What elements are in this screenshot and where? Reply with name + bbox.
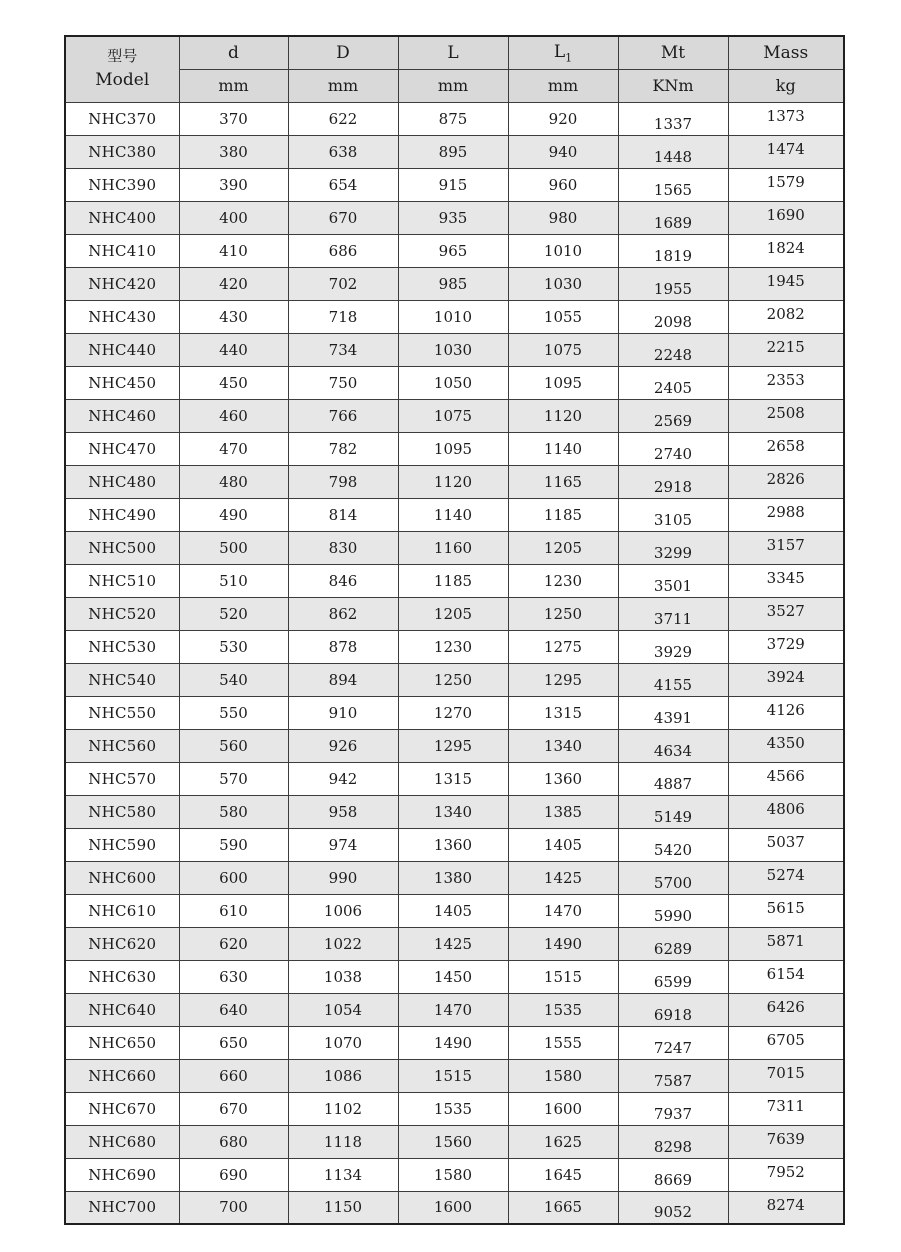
- model-cell: NHC380: [65, 135, 179, 168]
- unit-D: mm: [288, 69, 398, 102]
- d-cell: 670: [179, 1092, 288, 1125]
- model-cell: NHC440: [65, 333, 179, 366]
- d-cell: 500: [179, 531, 288, 564]
- mass-cell: 4126: [728, 696, 844, 729]
- mass-cell: 2826: [728, 465, 844, 498]
- table-header: [65, 36, 844, 102]
- table-row: [65, 498, 844, 531]
- col-header-Mt: Mt: [618, 36, 728, 69]
- table-row: [65, 168, 844, 201]
- D-cell: 766: [288, 399, 398, 432]
- D-cell: 1134: [288, 1158, 398, 1191]
- mt-cell: 7247: [618, 1026, 728, 1059]
- L-cell: 1185: [398, 564, 508, 597]
- L-cell: 1405: [398, 894, 508, 927]
- D-cell: 1150: [288, 1191, 398, 1224]
- d-cell: 600: [179, 861, 288, 894]
- d-cell: 370: [179, 102, 288, 135]
- L-cell: 895: [398, 135, 508, 168]
- mass-cell: 8274: [728, 1191, 844, 1224]
- model-cell: NHC500: [65, 531, 179, 564]
- D-cell: 670: [288, 201, 398, 234]
- D-cell: 974: [288, 828, 398, 861]
- L-cell: 915: [398, 168, 508, 201]
- mt-cell: 9052: [618, 1191, 728, 1224]
- D-cell: 622: [288, 102, 398, 135]
- mt-cell: 3105: [618, 498, 728, 531]
- L-cell: 1270: [398, 696, 508, 729]
- mass-cell: 3157: [728, 531, 844, 564]
- D-cell: 1006: [288, 894, 398, 927]
- d-cell: 410: [179, 234, 288, 267]
- mass-cell: 5037: [728, 828, 844, 861]
- mt-cell: 2098: [618, 300, 728, 333]
- d-cell: 560: [179, 729, 288, 762]
- L-cell: 1580: [398, 1158, 508, 1191]
- d-cell: 690: [179, 1158, 288, 1191]
- model-cell: NHC430: [65, 300, 179, 333]
- model-cell: NHC610: [65, 894, 179, 927]
- model-cell: NHC630: [65, 960, 179, 993]
- d-cell: 650: [179, 1026, 288, 1059]
- mt-cell: 4391: [618, 696, 728, 729]
- mass-cell: 2658: [728, 432, 844, 465]
- col-header-L1: $L_1$: [508, 36, 618, 69]
- table-row: [65, 564, 844, 597]
- table-body: [65, 102, 844, 1224]
- table-row: [65, 762, 844, 795]
- mass-cell: 2353: [728, 366, 844, 399]
- L-cell: 1140: [398, 498, 508, 531]
- model-cell: NHC660: [65, 1059, 179, 1092]
- mt-cell: 2569: [618, 399, 728, 432]
- mt-cell: 6289: [618, 927, 728, 960]
- d-cell: 580: [179, 795, 288, 828]
- mt-cell: 4887: [618, 762, 728, 795]
- table-row: [65, 696, 844, 729]
- mass-cell: 5615: [728, 894, 844, 927]
- L1-subscript: 1: [565, 50, 573, 64]
- mass-cell: 3345: [728, 564, 844, 597]
- D-cell: 798: [288, 465, 398, 498]
- L1-cell: 960: [508, 168, 618, 201]
- L1-cell: 1140: [508, 432, 618, 465]
- model-cell: NHC530: [65, 630, 179, 663]
- d-cell: 440: [179, 333, 288, 366]
- d-cell: 620: [179, 927, 288, 960]
- table-row: [65, 630, 844, 663]
- mass-cell: 6426: [728, 993, 844, 1026]
- L1-cell: 1030: [508, 267, 618, 300]
- mt-cell: 1565: [618, 168, 728, 201]
- table-row: [65, 366, 844, 399]
- mass-cell: 1945: [728, 267, 844, 300]
- d-cell: 380: [179, 135, 288, 168]
- mass-cell: 3729: [728, 630, 844, 663]
- L1-cell: 980: [508, 201, 618, 234]
- model-cell: NHC590: [65, 828, 179, 861]
- D-cell: 878: [288, 630, 398, 663]
- d-cell: 530: [179, 630, 288, 663]
- table-row: [65, 828, 844, 861]
- D-cell: 942: [288, 762, 398, 795]
- unit-L: mm: [398, 69, 508, 102]
- D-cell: 910: [288, 696, 398, 729]
- L1-cell: 1185: [508, 498, 618, 531]
- unit-Mt: KNm: [618, 69, 728, 102]
- L1-cell: 1075: [508, 333, 618, 366]
- L1-cell: 1425: [508, 861, 618, 894]
- d-cell: 510: [179, 564, 288, 597]
- L-cell: 1250: [398, 663, 508, 696]
- spec-table: [64, 35, 845, 1225]
- d-cell: 390: [179, 168, 288, 201]
- D-cell: 958: [288, 795, 398, 828]
- header-row-units: [65, 69, 844, 102]
- d-cell: 460: [179, 399, 288, 432]
- table-row: [65, 333, 844, 366]
- mt-cell: 2918: [618, 465, 728, 498]
- model-cell: NHC400: [65, 201, 179, 234]
- D-cell: 718: [288, 300, 398, 333]
- table-row: [65, 960, 844, 993]
- mass-cell: 1579: [728, 168, 844, 201]
- d-cell: 590: [179, 828, 288, 861]
- L1-cell: 1360: [508, 762, 618, 795]
- mass-cell: 7311: [728, 1092, 844, 1125]
- model-header-en: Model: [95, 69, 150, 90]
- D-cell: 750: [288, 366, 398, 399]
- d-cell: 470: [179, 432, 288, 465]
- mass-cell: 2082: [728, 300, 844, 333]
- d-cell: 700: [179, 1191, 288, 1224]
- d-cell: 640: [179, 993, 288, 1026]
- table-row: [65, 465, 844, 498]
- unit-Mass: kg: [728, 69, 844, 102]
- L-cell: 1315: [398, 762, 508, 795]
- D-cell: 1038: [288, 960, 398, 993]
- D-cell: 1070: [288, 1026, 398, 1059]
- mass-cell: 2988: [728, 498, 844, 531]
- table-row: [65, 1026, 844, 1059]
- L-cell: 1515: [398, 1059, 508, 1092]
- L1-cell: 1340: [508, 729, 618, 762]
- D-cell: 862: [288, 597, 398, 630]
- mass-cell: 6705: [728, 1026, 844, 1059]
- mt-cell: 5420: [618, 828, 728, 861]
- mt-cell: 2405: [618, 366, 728, 399]
- table-row: [65, 1092, 844, 1125]
- mass-cell: 3527: [728, 597, 844, 630]
- L-cell: 1470: [398, 993, 508, 1026]
- L1-cell: 1205: [508, 531, 618, 564]
- mt-cell: 3929: [618, 630, 728, 663]
- model-cell: NHC670: [65, 1092, 179, 1125]
- model-cell: NHC580: [65, 795, 179, 828]
- mass-cell: 1690: [728, 201, 844, 234]
- d-cell: 660: [179, 1059, 288, 1092]
- mass-cell: 1824: [728, 234, 844, 267]
- L1-cell: 1385: [508, 795, 618, 828]
- L1-cell: 1470: [508, 894, 618, 927]
- table-row: [65, 531, 844, 564]
- mass-cell: 2508: [728, 399, 844, 432]
- d-cell: 680: [179, 1125, 288, 1158]
- d-cell: 550: [179, 696, 288, 729]
- table-row: [65, 795, 844, 828]
- table-row: [65, 894, 844, 927]
- mass-cell: 5274: [728, 861, 844, 894]
- mt-cell: 5149: [618, 795, 728, 828]
- table-row: [65, 663, 844, 696]
- mt-cell: 2740: [618, 432, 728, 465]
- model-cell: NHC680: [65, 1125, 179, 1158]
- L-cell: 1425: [398, 927, 508, 960]
- L1-cell: 940: [508, 135, 618, 168]
- D-cell: 638: [288, 135, 398, 168]
- d-cell: 540: [179, 663, 288, 696]
- D-cell: 894: [288, 663, 398, 696]
- model-cell: NHC370: [65, 102, 179, 135]
- mt-cell: 4634: [618, 729, 728, 762]
- L-cell: 1490: [398, 1026, 508, 1059]
- L-cell: 1205: [398, 597, 508, 630]
- mass-cell: 2215: [728, 333, 844, 366]
- L1-cell: 1535: [508, 993, 618, 1026]
- D-cell: 814: [288, 498, 398, 531]
- L1-cell: 1625: [508, 1125, 618, 1158]
- mass-cell: 7015: [728, 1059, 844, 1092]
- model-cell: NHC600: [65, 861, 179, 894]
- d-cell: 450: [179, 366, 288, 399]
- L-cell: 1340: [398, 795, 508, 828]
- model-cell: NHC420: [65, 267, 179, 300]
- model-cell: NHC490: [65, 498, 179, 531]
- L-cell: 1010: [398, 300, 508, 333]
- mass-cell: 1474: [728, 135, 844, 168]
- table-row: [65, 300, 844, 333]
- mass-cell: 4806: [728, 795, 844, 828]
- table-row: [65, 432, 844, 465]
- D-cell: 926: [288, 729, 398, 762]
- L1-cell: 1295: [508, 663, 618, 696]
- d-cell: 520: [179, 597, 288, 630]
- d-cell: 490: [179, 498, 288, 531]
- L1-cell: 1665: [508, 1191, 618, 1224]
- L-cell: 875: [398, 102, 508, 135]
- D-cell: 846: [288, 564, 398, 597]
- model-cell: NHC560: [65, 729, 179, 762]
- model-cell: NHC390: [65, 168, 179, 201]
- L-cell: 1380: [398, 861, 508, 894]
- d-cell: 400: [179, 201, 288, 234]
- D-cell: 702: [288, 267, 398, 300]
- L1-cell: 1250: [508, 597, 618, 630]
- model-cell: NHC690: [65, 1158, 179, 1191]
- L-cell: 1450: [398, 960, 508, 993]
- model-cell: NHC570: [65, 762, 179, 795]
- L-cell: 1160: [398, 531, 508, 564]
- D-cell: 1086: [288, 1059, 398, 1092]
- L-cell: 1050: [398, 366, 508, 399]
- table-row: [65, 201, 844, 234]
- d-cell: 420: [179, 267, 288, 300]
- D-cell: 1054: [288, 993, 398, 1026]
- d-cell: 630: [179, 960, 288, 993]
- mass-cell: 4350: [728, 729, 844, 762]
- mass-cell: 5871: [728, 927, 844, 960]
- d-cell: 480: [179, 465, 288, 498]
- L-cell: 1095: [398, 432, 508, 465]
- L-cell: 1535: [398, 1092, 508, 1125]
- D-cell: 990: [288, 861, 398, 894]
- L1-cell: 1555: [508, 1026, 618, 1059]
- L1-cell: 1275: [508, 630, 618, 663]
- model-cell: NHC550: [65, 696, 179, 729]
- L-cell: 935: [398, 201, 508, 234]
- mass-cell: 7952: [728, 1158, 844, 1191]
- d-cell: 570: [179, 762, 288, 795]
- model-cell: NHC450: [65, 366, 179, 399]
- table-row: [65, 1158, 844, 1191]
- model-cell: NHC640: [65, 993, 179, 1026]
- col-header-d: d: [179, 36, 288, 69]
- L1-cell: 1165: [508, 465, 618, 498]
- unit-d: mm: [179, 69, 288, 102]
- L1-cell: 1515: [508, 960, 618, 993]
- L1-cell: 1055: [508, 300, 618, 333]
- model-cell: NHC480: [65, 465, 179, 498]
- col-header-D: D: [288, 36, 398, 69]
- mt-cell: 3501: [618, 564, 728, 597]
- D-cell: 1118: [288, 1125, 398, 1158]
- unit-L1: mm: [508, 69, 618, 102]
- table-row: [65, 993, 844, 1026]
- D-cell: 734: [288, 333, 398, 366]
- D-cell: 1102: [288, 1092, 398, 1125]
- mt-cell: 7937: [618, 1092, 728, 1125]
- table-row: [65, 1125, 844, 1158]
- table-row: [65, 729, 844, 762]
- D-cell: 654: [288, 168, 398, 201]
- L1-cell: 1230: [508, 564, 618, 597]
- table-row: [65, 927, 844, 960]
- model-cell: NHC520: [65, 597, 179, 630]
- L-cell: 1360: [398, 828, 508, 861]
- table-row: [65, 861, 844, 894]
- L1-cell: 1645: [508, 1158, 618, 1191]
- mt-cell: 1689: [618, 201, 728, 234]
- model-header-cell: [65, 36, 179, 102]
- table-row: [65, 135, 844, 168]
- model-cell: NHC620: [65, 927, 179, 960]
- L-cell: 1560: [398, 1125, 508, 1158]
- mass-cell: 3924: [728, 663, 844, 696]
- table-row: [65, 1059, 844, 1092]
- col-header-L: L: [398, 36, 508, 69]
- L1-cell: 1315: [508, 696, 618, 729]
- mt-cell: 1819: [618, 234, 728, 267]
- table-row: [65, 267, 844, 300]
- mt-cell: 6918: [618, 993, 728, 1026]
- L-cell: 1075: [398, 399, 508, 432]
- model-cell: NHC700: [65, 1191, 179, 1224]
- header-row-labels: [65, 36, 844, 69]
- model-cell: NHC650: [65, 1026, 179, 1059]
- mt-cell: 1448: [618, 135, 728, 168]
- mt-cell: 8298: [618, 1125, 728, 1158]
- mt-cell: 5700: [618, 861, 728, 894]
- D-cell: 830: [288, 531, 398, 564]
- table-row: [65, 234, 844, 267]
- L1-cell: 1405: [508, 828, 618, 861]
- L-cell: 1120: [398, 465, 508, 498]
- mt-cell: 8669: [618, 1158, 728, 1191]
- table-row: [65, 597, 844, 630]
- model-cell: NHC510: [65, 564, 179, 597]
- mt-cell: 1955: [618, 267, 728, 300]
- L-cell: 1030: [398, 333, 508, 366]
- d-cell: 610: [179, 894, 288, 927]
- L1-cell: 1010: [508, 234, 618, 267]
- model-cell: NHC410: [65, 234, 179, 267]
- mt-cell: 1337: [618, 102, 728, 135]
- L1-cell: 1490: [508, 927, 618, 960]
- model-header-cn: 型号: [107, 47, 138, 66]
- L-cell: 1295: [398, 729, 508, 762]
- table-row: [65, 399, 844, 432]
- L1-cell: 1580: [508, 1059, 618, 1092]
- mt-cell: 5990: [618, 894, 728, 927]
- L1-cell: 1095: [508, 366, 618, 399]
- mt-cell: 3711: [618, 597, 728, 630]
- table-row: [65, 1191, 844, 1224]
- mt-cell: 6599: [618, 960, 728, 993]
- mass-cell: 6154: [728, 960, 844, 993]
- col-header-Mass: Mass: [728, 36, 844, 69]
- L-cell: 965: [398, 234, 508, 267]
- mt-cell: 2248: [618, 333, 728, 366]
- D-cell: 782: [288, 432, 398, 465]
- model-cell: NHC540: [65, 663, 179, 696]
- mass-cell: 7639: [728, 1125, 844, 1158]
- table-row: [65, 102, 844, 135]
- L-cell: 1230: [398, 630, 508, 663]
- mt-cell: 7587: [618, 1059, 728, 1092]
- L-cell: 1600: [398, 1191, 508, 1224]
- L1-cell: 1120: [508, 399, 618, 432]
- mt-cell: 4155: [618, 663, 728, 696]
- D-cell: 686: [288, 234, 398, 267]
- L1-cell: 920: [508, 102, 618, 135]
- L1-cell: 1600: [508, 1092, 618, 1125]
- mass-cell: 4566: [728, 762, 844, 795]
- L-cell: 985: [398, 267, 508, 300]
- mass-cell: 1373: [728, 102, 844, 135]
- d-cell: 430: [179, 300, 288, 333]
- model-cell: NHC460: [65, 399, 179, 432]
- D-cell: 1022: [288, 927, 398, 960]
- mt-cell: 3299: [618, 531, 728, 564]
- model-cell: NHC470: [65, 432, 179, 465]
